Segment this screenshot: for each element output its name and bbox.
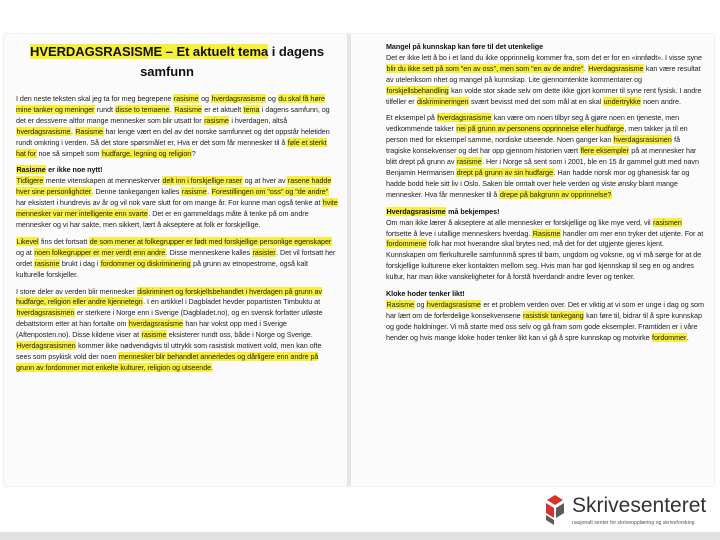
highlighted-text: noen folkegrupper er mer verdt enn andre bbox=[34, 247, 166, 257]
highlighted-text: drepe på bakgrunn av opprinnelse? bbox=[499, 189, 612, 199]
paragraph bbox=[16, 176, 338, 231]
text-run: noe så simpelt som bbox=[36, 148, 102, 158]
text-run: . bbox=[70, 126, 75, 136]
text-run: . bbox=[207, 187, 212, 197]
text-run: kommer ikke nødvendigvis til uttrykk som rasistisk motivert vold, men kan ofte sees som psykisk vold der noen bbox=[16, 341, 322, 361]
highlighted-text: rasisme bbox=[204, 115, 229, 125]
highlighted-text: disse to temaene bbox=[115, 104, 170, 114]
highlighted-text: mennesker blir behandlet annerledes og dårligere enn andre på grunn av fordommer mot enkelte kulturer, religion og utseende bbox=[16, 351, 319, 372]
text-run: eksisterer rundt oss, både i Norge og Sverige. bbox=[166, 330, 313, 340]
text-run: mente vitenskapen at menneskerver bbox=[43, 176, 162, 186]
highlighted-text: hverdagsrasisme bbox=[426, 299, 481, 309]
text-run: . Det er en gammeldags måte å tenke på om andre mennesker og vi har sakte, men sikkert, lært å akseptere at folk er forskjellige. bbox=[16, 209, 309, 229]
text-run: Kloke hoder tenker likt! bbox=[386, 289, 465, 299]
highlighted-text: Rasisme bbox=[174, 104, 202, 114]
text-run: ? bbox=[191, 148, 196, 158]
text-run: på grunn av etnopestrome, også kalt kulturelle forskjeller. bbox=[16, 258, 308, 279]
skrivesenteret-logo bbox=[540, 494, 720, 530]
highlighted-text: drept på grunn av sin hudfarge bbox=[456, 167, 554, 177]
highlighted-text: rasisme bbox=[456, 157, 482, 167]
text-run: Mangel på kunnskap kan føre til det utenkelige bbox=[386, 42, 544, 51]
logo-tagline: nasjonalt senter for skriveopplæring og skriveforsking bbox=[572, 520, 695, 526]
highlighted-text: tema bbox=[243, 104, 260, 114]
title-line-2: samfunn bbox=[140, 64, 194, 79]
highlighted-text: delt inn i forskjellige raser bbox=[162, 176, 243, 186]
paragraph bbox=[16, 237, 338, 281]
text-run: . bbox=[583, 63, 588, 73]
text-run: brukt i dag i bbox=[59, 258, 101, 268]
highlighted-text: rasisme bbox=[173, 94, 199, 103]
text-run: og at bbox=[16, 247, 34, 257]
highlighted-text: Tidligere bbox=[16, 176, 44, 186]
document-title bbox=[30, 42, 338, 82]
text-run: handler om mer enn tryker det utjente. For at bbox=[560, 228, 704, 238]
highlighted-text: rasene hadde hver sine personlighcter bbox=[16, 176, 332, 197]
highlighted-text: de som mener at folkegrupper er født med forskjellige personlige egenskaper bbox=[89, 236, 332, 246]
highlighted-text: fordommer bbox=[652, 332, 687, 342]
text-run: svært bevisst med det som mål at en skal bbox=[469, 96, 604, 106]
text-run: er sterkere i Norge enn i Sverige (Dagbladet.no), og en svensk forfatter utløste debattstorm etter at han fortalte om bbox=[16, 308, 323, 329]
text-run: rundt bbox=[94, 104, 115, 114]
text-run: noen andre. bbox=[641, 96, 681, 106]
text-run: han har vokst opp med i Sverige (Aftenposten.no). Disse kildene viser at bbox=[16, 319, 287, 340]
highlighted-text: nei på grunn av personens opprinnelse eller hudfarge bbox=[456, 124, 624, 134]
text-run: har eksistert i hundrevis av år og vil nok vare slutt for om mange år. For kunne man også tenke at bbox=[16, 198, 323, 208]
right-column bbox=[386, 42, 704, 350]
text-run: . bbox=[211, 362, 214, 372]
right-body bbox=[386, 42, 704, 344]
text-run: og at hver av bbox=[242, 176, 288, 186]
text-run: . bbox=[686, 332, 689, 342]
text-run: I store deler av verden blir mennesker bbox=[16, 286, 137, 296]
section-heading bbox=[386, 207, 704, 218]
highlighted-text: hverdagsrasisme bbox=[437, 113, 492, 123]
paragraph bbox=[16, 287, 338, 374]
text-run: og bbox=[199, 94, 211, 103]
highlighted-text: flere eksempler bbox=[580, 146, 629, 156]
highlighted-text: rasister bbox=[252, 247, 276, 257]
text-run: få tragiske konsekvenser og det har opp gjennom historien vært bbox=[386, 135, 681, 156]
highlighted-text: du skal få høre mine tanker og meninger bbox=[16, 94, 326, 114]
paragraph bbox=[16, 94, 338, 159]
highlighted-text: Hverdagsrasismen bbox=[16, 341, 76, 351]
highlighted-text: rasisme bbox=[141, 330, 167, 340]
highlighted-text: undertrykke bbox=[603, 96, 641, 106]
paragraph bbox=[386, 113, 704, 200]
left-column bbox=[16, 42, 338, 380]
highlighted-text: hverdagsrasisme bbox=[211, 94, 266, 103]
text-run: . Disse menneskene kalles bbox=[165, 247, 252, 257]
highlighted-text: Rasisme bbox=[532, 228, 561, 238]
paragraph bbox=[386, 53, 704, 108]
highlighted-text: føle et sterkt hat for bbox=[16, 137, 327, 158]
highlighted-text: Forestillingen om "oss" og "de andre" bbox=[211, 187, 329, 197]
text-run: . I en artikkel i Dagbladet hevder popartisten Timbuktu at bbox=[143, 297, 321, 307]
text-run: I den neste teksten skal jeg ta for meg begrepene bbox=[16, 94, 174, 103]
text-run: fins det fortsatt bbox=[39, 236, 90, 246]
text-run: Om man ikke lærer å akseptere at alle mennesker er forskjellige og like mye verd, vil bbox=[386, 217, 653, 227]
highlighted-text: Likevel bbox=[16, 236, 39, 246]
text-run: i dagens samfunn, og det er dessverre altfor mange mennesker som blir utsatt for bbox=[16, 104, 330, 125]
highlighted-text: Hverdagsrasisme bbox=[386, 206, 446, 216]
text-run: Det er ikke lett å bo i et land du ikke opprinnelig kommer fra, som det er for en «innfødt». I visse syne bbox=[386, 52, 702, 62]
highlighted-text: rasismen bbox=[653, 217, 682, 227]
left-body bbox=[16, 94, 338, 374]
text-run: og bbox=[414, 299, 427, 309]
paragraph bbox=[386, 300, 704, 344]
text-run: folk har mot hverandre skal brytes ned, må det for det utgjente gjeres kjent. Kunnskapen om flerkulturelle samfunnmå spres til barn, ungdom og voksne, og vi må sørge for at de forskjellige kulturene eker kontakten mellom seg. Hvis man har god kjennskap til seg en og andres kultur, har man ikke vanskeligheter for å forstå hverdandr andre lever og tenker. bbox=[386, 239, 702, 282]
text-run: kan volde stor skade selv om dette ikke gjort kommer til syne rent fysisk. I andre tilfeller er bbox=[386, 85, 702, 106]
section-heading bbox=[386, 289, 704, 300]
highlighted-text: rasisme bbox=[34, 258, 60, 268]
footer-bar bbox=[0, 532, 720, 540]
highlighted-text: hverdagsrasisme bbox=[128, 319, 183, 329]
text-run: og bbox=[265, 94, 278, 103]
text-run: er ikke noe nytt! bbox=[46, 165, 103, 175]
highlighted-text: rasisme bbox=[181, 187, 207, 197]
text-run: er et aktuelt bbox=[202, 104, 244, 114]
highlighted-text: Rasisme bbox=[386, 299, 415, 309]
title-rest: i dagens bbox=[268, 44, 325, 59]
highlighted-text: blir du ikke sett på som "en av oss", men som "en av de andre" bbox=[386, 63, 584, 73]
text-run: . Han hadde norsk mor og ghanesisk far og hadde bodd hele sitt liv i Oslo. Saken ble omtalt over hele verden og viste ønsky blant mange mennesker. Hva får mennesker til å bbox=[386, 167, 690, 199]
text-run: er et problem verden over. Det er viktig at vi som er unge i dag og som har lært om de forferdelige konsekvensene bbox=[386, 299, 704, 320]
highlighted-text: rasistisk tankegang bbox=[523, 310, 584, 320]
highlighted-text: diskriminert og forskjellsbehandlet i hverdagen på grunn av hudfarge, religion eller andre kjennetegn bbox=[16, 286, 323, 307]
text-run: har lenge vært en del av det norske samfunnet og det oppstår heletiden rundt omkring i verden. Så det store spørsmålet er, Hva er det som får mennesker til å bbox=[16, 126, 330, 147]
text-run: kan være resultat av uteleriksom nhet og mangel på kunnskap. Lite gjennomtenkte kommentarer og bbox=[386, 63, 701, 84]
highlighted-text: hverdagsrasisme bbox=[16, 126, 71, 136]
text-run: må bekjempes! bbox=[446, 206, 500, 216]
section-heading bbox=[16, 165, 338, 176]
text-run: kan være om noen tilbyr seg å gjøre noen en tjeneste, men vedkommende takker bbox=[386, 113, 680, 134]
highlighted-text: diskrimineringen bbox=[417, 96, 469, 106]
highlighted-text: hverdagsrasismen bbox=[613, 135, 672, 145]
text-run: . bbox=[169, 104, 174, 114]
text-run: fortsette å leve i utallige menneskers hverdag. bbox=[386, 228, 533, 238]
highlighted-text: hvite mennesker var mer intelligente enn svarte bbox=[16, 198, 338, 219]
highlighted-text: hudfarge, legning og religion bbox=[101, 148, 192, 158]
page-divider bbox=[347, 34, 351, 486]
text-run: Et eksempel på bbox=[386, 113, 437, 123]
highlighted-text: Rasisme bbox=[16, 165, 46, 175]
text-run: på at mennesker har blitt drept på grunn av bbox=[386, 146, 697, 167]
title-highlight: HVERDAGSRASISME – Et aktuelt tema bbox=[30, 44, 269, 59]
text-run: . Her i Norge så sent som i 2001, ble en 15 år gammel gutt med navn Benjamin Hermansen bbox=[386, 157, 699, 177]
highlighted-text: fordommer og diskriminering bbox=[100, 258, 191, 268]
highlighted-text: Rasisme bbox=[75, 126, 103, 136]
paragraph bbox=[386, 218, 704, 283]
text-run: . Denne tankegangen kalles bbox=[91, 187, 182, 197]
text-run: . Det vil fortsatt her ordet bbox=[16, 247, 336, 268]
logo-name: Skrivesenteret bbox=[572, 494, 707, 517]
text-run: kan føre til, bidrar til å spre kunnskap og gode holdninger. Vi må starte med oss selv og gå fram som gode eksempler. Framtiden er i våre hender og hvis mange kloke hoder tenker likt kan vi gå å spre kunnskap og motvirke bbox=[386, 310, 702, 342]
logo-mark-icon bbox=[540, 494, 570, 526]
section-heading bbox=[386, 42, 704, 53]
highlighted-text: forskjellsbehandling bbox=[386, 85, 449, 95]
highlighted-text: fordommene bbox=[386, 239, 427, 249]
highlighted-text: hverdagsrasismen bbox=[16, 308, 75, 318]
document-page bbox=[4, 34, 714, 486]
text-run: i hverdagen, altså bbox=[229, 115, 288, 125]
text-run: , men takker ja til en person med for eksempel samme, nordiske utseende. Noen ganger kan bbox=[386, 124, 688, 145]
highlighted-text: Hverdagsrasisme bbox=[588, 63, 644, 73]
